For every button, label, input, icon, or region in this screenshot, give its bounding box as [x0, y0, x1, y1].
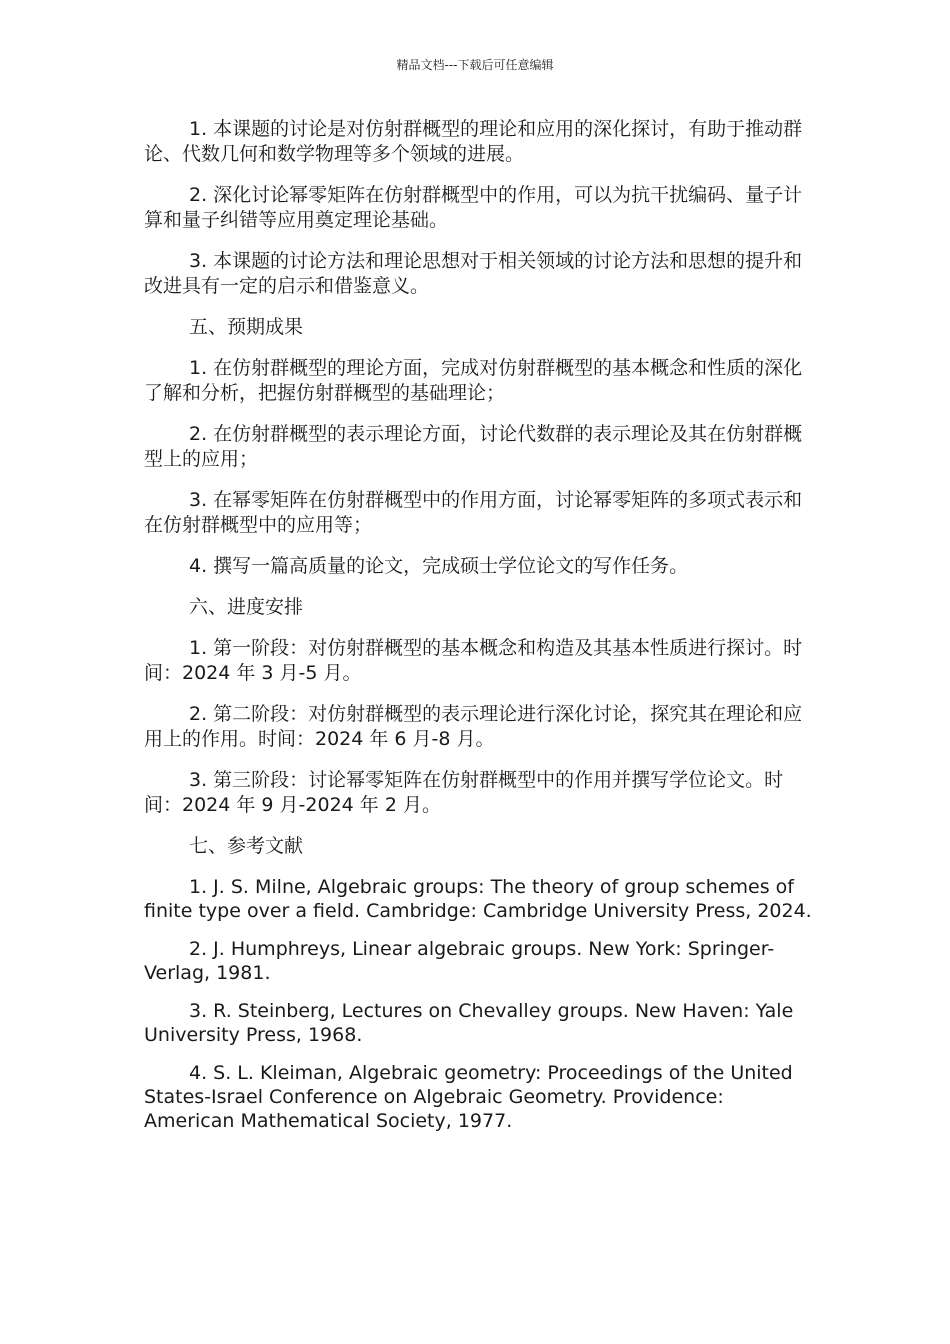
- schedule-item-3: 3. 第三阶段：讨论幂零矩阵在仿射群概型中的作用并撰写学位论文。时间：2024 年 9 月-2024 年 2 月。: [144, 769, 784, 816]
- reference-item-2: 2. J. Humphreys, Linear algebraic groups. New York: Springer-Verlag, 1981.: [144, 938, 775, 984]
- page-header: 精品文档---下载后可任意编辑: [396, 58, 554, 72]
- expected-item-4: 4. 撰写一篇高质量的论文，完成硕士学位论文的写作任务。: [189, 555, 689, 577]
- expected-item-3: 3. 在幂零矩阵在仿射群概型中的作用方面，讨论幂零矩阵的多项式表示和在仿射群概型中的应用等；: [144, 489, 803, 536]
- references-heading: 七、参考文献: [189, 835, 304, 857]
- significance-item-1: 1. 本课题的讨论是对仿射群概型的理论和应用的深化探讨，有助于推动群论、代数几何和数学物理等多个领域的进展。: [144, 118, 803, 165]
- reference-item-1: 1. J. S. Milne, Algebraic groups: The theory of group schemes of finite type over a field. Cambridge: Cambridge University Press, 2024.: [144, 876, 812, 922]
- expected-results-heading: 五、预期成果: [189, 316, 304, 338]
- reference-item-3: 3. R. Steinberg, Lectures on Chevalley groups. New Haven: Yale University Press, 1968.: [144, 1000, 794, 1046]
- document-body: [144, 117, 812, 1147]
- expected-item-1: 1. 在仿射群概型的理论方面，完成对仿射群概型的基本概念和性质的深化了解和分析，把握仿射群概型的基础理论；: [144, 357, 803, 404]
- expected-item-2: 2. 在仿射群概型的表示理论方面，讨论代数群的表示理论及其在仿射群概型上的应用；: [144, 423, 803, 470]
- reference-item-4: 4. S. L. Kleiman, Algebraic geometry: Proceedings of the United States-Israel Conference on Algebraic Geometry. Providence: American Mathematical Society, 1977.: [144, 1062, 793, 1132]
- schedule-item-2: 2. 第二阶段：对仿射群概型的表示理论进行深化讨论，探究其在理论和应用上的作用。时间：2024 年 6 月-8 月。: [144, 703, 803, 750]
- significance-item-3: 3. 本课题的讨论方法和理论思想对于相关领域的讨论方法和思想的提升和改进具有一定的启示和借鉴意义。: [144, 250, 803, 297]
- schedule-heading: 六、进度安排: [189, 596, 304, 618]
- significance-item-2: 2. 深化讨论幂零矩阵在仿射群概型中的作用，可以为抗干扰编码、量子计算和量子纠错等应用奠定理论基础。: [144, 184, 803, 231]
- schedule-item-1: 1. 第一阶段：对仿射群概型的基本概念和构造及其基本性质进行探讨。时间：2024 年 3 月-5 月。: [144, 637, 803, 684]
